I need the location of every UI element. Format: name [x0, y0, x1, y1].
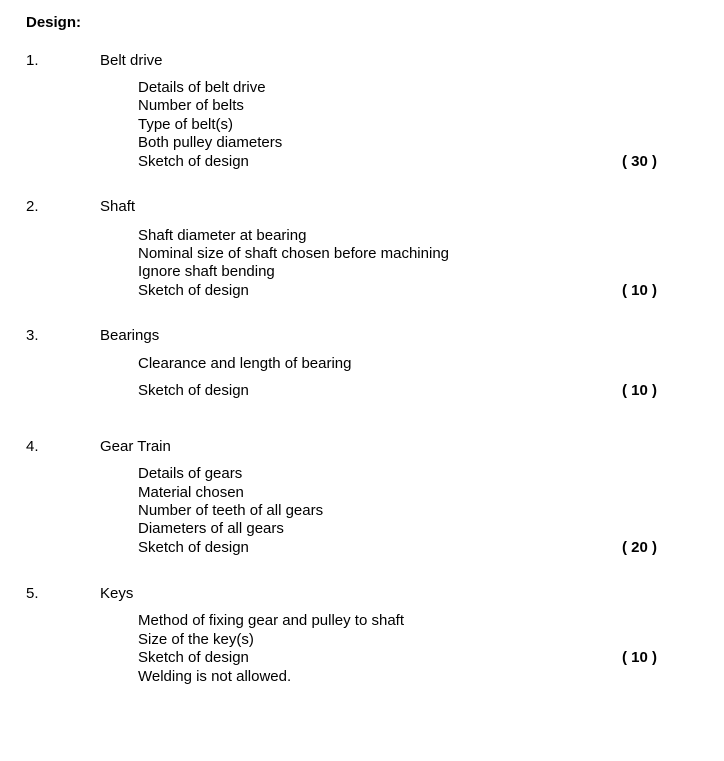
list-item: Type of belt(s) [138, 116, 234, 133]
section-marks: ( 10 ) [622, 649, 658, 666]
section-number: 3. [26, 327, 39, 344]
list-item: Details of gears [138, 465, 243, 482]
section-marks: ( 30 ) [622, 153, 658, 170]
list-item: Details of belt drive [138, 79, 266, 96]
list-item: Diameters of all gears [138, 520, 284, 537]
list-item: Shaft diameter at bearing [138, 227, 307, 244]
section-marks: ( 10 ) [622, 382, 658, 399]
list-item: Ignore shaft bending [138, 263, 275, 280]
section-title: Gear Train [100, 438, 171, 455]
section-title: Belt drive [100, 52, 163, 69]
section-marks: ( 20 ) [622, 539, 658, 556]
page-heading: Design: [26, 14, 82, 31]
section-title: Bearings [100, 327, 160, 344]
list-item: Material chosen [138, 484, 244, 501]
list-item: Both pulley diameters [138, 134, 283, 151]
section-marks: ( 10 ) [622, 282, 658, 299]
list-item: Size of the key(s) [138, 631, 254, 648]
section-number: 1. [26, 52, 39, 69]
list-item: Sketch of design [138, 382, 249, 399]
list-item: Number of belts [138, 97, 244, 114]
list-item: Sketch of design [138, 539, 249, 556]
list-item: Nominal size of shaft chosen before machining [138, 245, 450, 262]
section-title: Keys [100, 585, 134, 602]
list-item: Sketch of design [138, 282, 249, 299]
section-number: 5. [26, 585, 39, 602]
list-item: Sketch of design [138, 649, 249, 666]
list-item: Number of teeth of all gears [138, 502, 324, 519]
list-item: Welding is not allowed. [138, 668, 292, 685]
list-item: Method of fixing gear and pulley to shaft [138, 612, 405, 629]
section-number: 2. [26, 198, 39, 215]
section-number: 4. [26, 438, 39, 455]
list-item: Sketch of design [138, 153, 249, 170]
list-item: Clearance and length of bearing [138, 355, 352, 372]
section-title: Shaft [100, 198, 136, 215]
